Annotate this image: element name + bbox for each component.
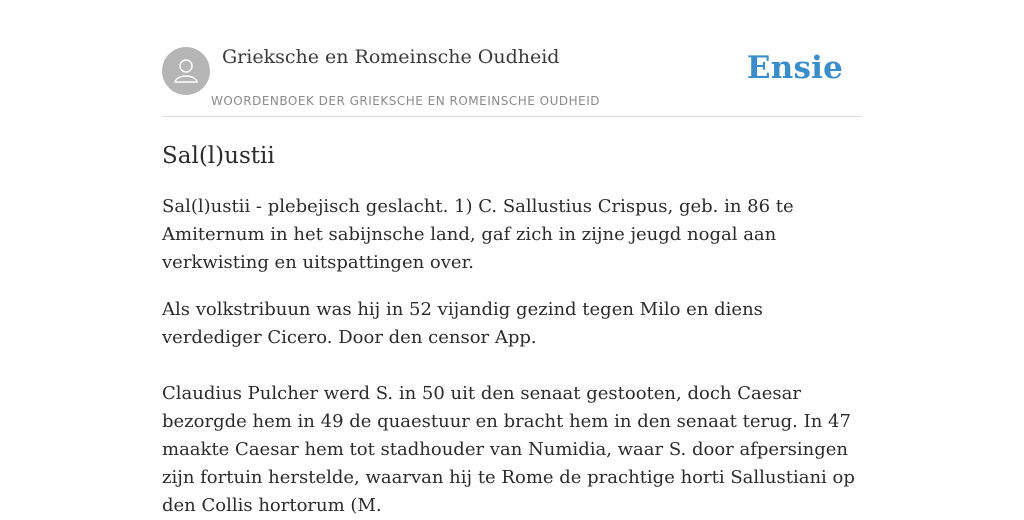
entry-paragraph: Als volkstribuun was hij in 52 vijandig gezind tegen Milo en diens verdediger Cicero. Door den censor App. [162, 299, 763, 348]
page-content [162, 0, 862, 520]
user-icon [171, 56, 201, 86]
source-title[interactable]: Grieksche en Romeinsche Oudheid [222, 46, 560, 68]
avatar[interactable] [162, 47, 210, 95]
source-header [162, 0, 862, 117]
entry-paragraph: Claudius Pulcher werd S. in 50 uit den senaat gestooten, doch Caesar bezorgde hem in 49 de quaestuur en bracht hem in den senaat terug. In 47 maakte Caesar hem tot stadhouder van Numidia, waar S. door afpersingen zijn fortuin herstelde, waarvan hij te Rome de prachtige horti Sallustiani op den Collis hortorum (M. [162, 383, 855, 516]
brand-logo[interactable]: Ensie [746, 50, 843, 86]
source-subtitle[interactable]: WOORDENBOEK DER GRIEKSCHE EN ROMEINSCHE OUDHEID [211, 94, 601, 108]
entry-paragraph: Sal(l)ustii - plebejisch geslacht. 1) C. Sallustius Crispus, geb. in 86 te Amiternum in het sabijnsche land, gaf zich in zijne jeugd nogal aan verkwisting en uitspattingen over. [162, 196, 794, 273]
entry-term: Sal(l)ustii [162, 143, 275, 169]
